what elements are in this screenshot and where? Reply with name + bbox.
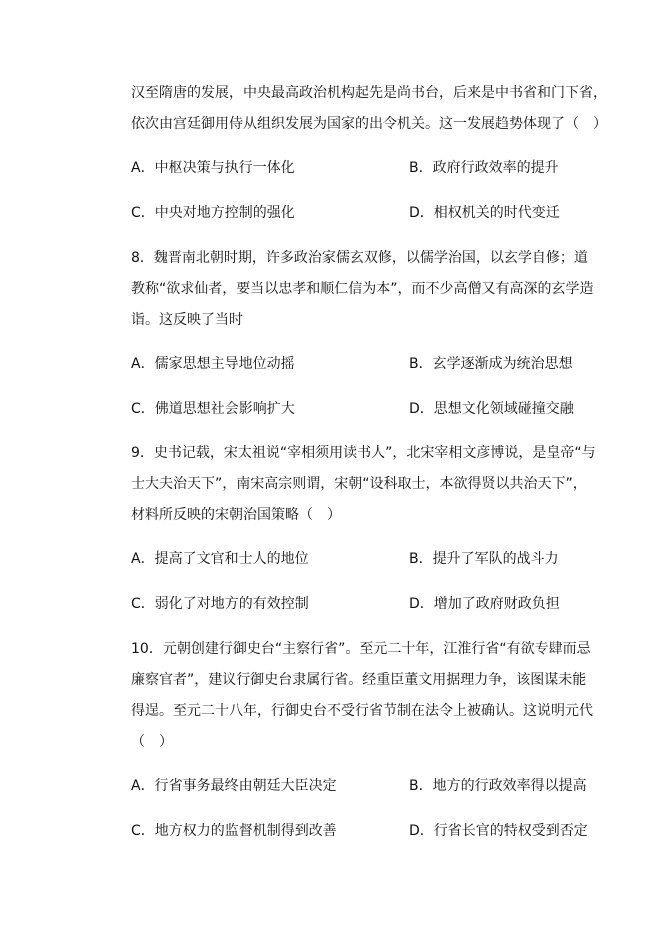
q8-stem-line-3: 诣。这反映了当时 xyxy=(131,312,243,328)
q10-option-d: D．行省长官的特权受到否定 xyxy=(409,823,588,839)
q7-option-a: A．中枢决策与执行一体化 xyxy=(131,160,295,176)
q10-stem-line-2: 廉察官者”，建议行御史台隶属行省。经重臣董文用据理力争，该图谋未能 xyxy=(131,672,587,688)
q10-option-a: A．行省事务最终由朝廷大臣决定 xyxy=(131,778,337,794)
q8-option-a: A．儒家思想主导地位动摇 xyxy=(131,356,295,372)
q8-option-b: B．玄学逐渐成为统治思想 xyxy=(409,356,573,372)
q7-option-b: B．政府行政效率的提升 xyxy=(409,160,559,176)
q7-option-c: C．中央对地方控制的强化 xyxy=(131,205,295,221)
q9-option-a: A．提高了文官和士人的地位 xyxy=(131,551,309,567)
q10-stem-line-4: （ ） xyxy=(131,734,173,750)
q8-option-c: C．佛道思想社会影响扩大 xyxy=(131,401,295,417)
q9-option-b: B．提升了军队的战斗力 xyxy=(409,551,559,567)
q7-option-d: D．相权机关的时代变迁 xyxy=(409,205,560,221)
q10-stem-line-1: 10．元朝创建行御史台“主察行省”。至元二十年，江淮行省“有欲专肆而忌 xyxy=(131,641,591,657)
q8-stem-line-2: 教称“欲求仙者，要当以忠孝和顺仁信为本”，而不少高僧又有高深的玄学造 xyxy=(131,281,594,297)
q8-option-d: D．思想文化领域碰撞交融 xyxy=(409,401,574,417)
q10-option-b: B．地方的行政效率得以提高 xyxy=(409,778,587,794)
q9-stem-line-2: 士大夫治天下”，南宋高宗则谓，宋朝“设科取士，本欲得贤以共治天下”， xyxy=(131,476,587,492)
q9-option-d: D．增加了政府财政负担 xyxy=(409,596,560,612)
q8-stem-line-1: 8．魏晋南北朝时期，许多政治家儒玄双修，以儒学治国，以玄学自修；道 xyxy=(131,250,588,266)
q9-option-c: C．弱化了对地方的有效控制 xyxy=(131,596,309,612)
q10-option-c: C．地方权力的监督机制得到改善 xyxy=(131,823,337,839)
q9-stem-line-3: 材料所反映的宋朝治国策略（ ） xyxy=(131,507,341,523)
q9-stem-line-1: 9．史书记载，宋太祖说“宰相须用读书人”，北宋宰相文彦博说，是皇帝“与 xyxy=(131,445,596,461)
q7-stem-line-2: 依次由宫廷御用侍从组织发展为国家的出令机关。这一发展趋势体现了（ ） xyxy=(131,116,607,132)
q10-stem-line-3: 得逞。至元二十八年，行御史台不受行省节制在法令上被确认。这说明元代 xyxy=(131,703,593,719)
q7-stem-line-1: 汉至隋唐的发展，中央最高政治机构起先是尚书台，后来是中书省和门下省， xyxy=(131,85,607,101)
